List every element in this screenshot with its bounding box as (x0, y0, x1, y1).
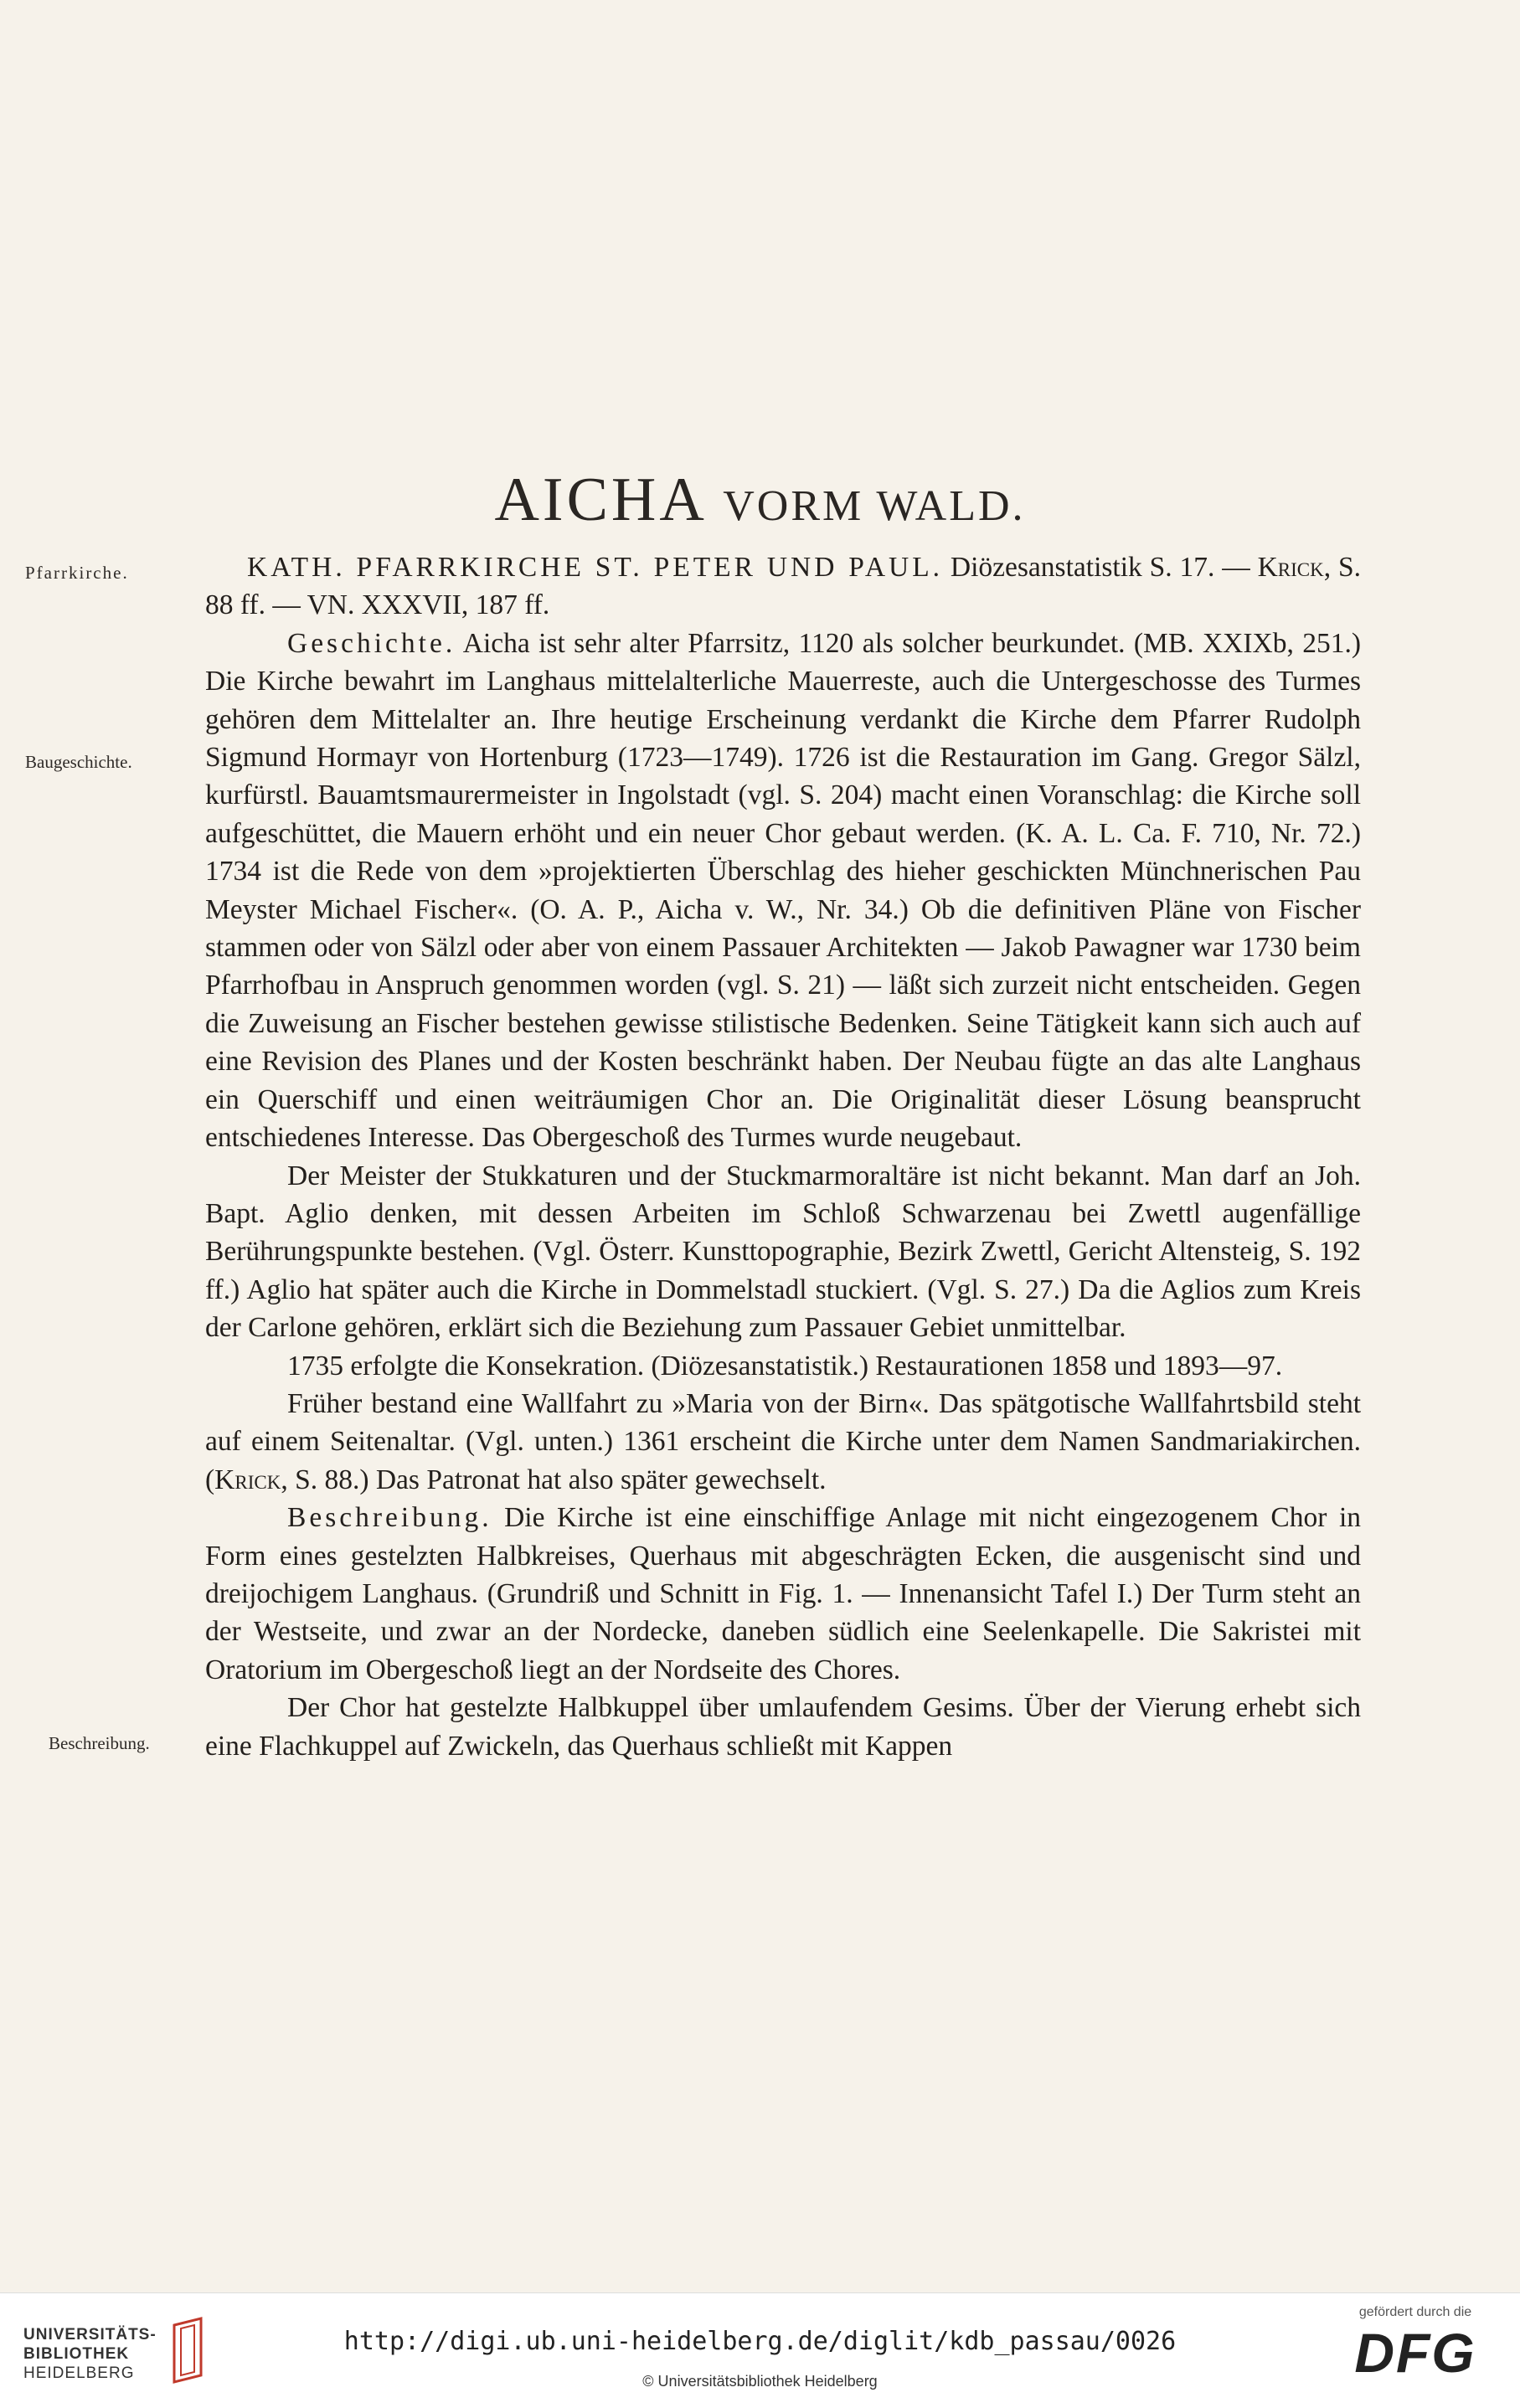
library-name-line: BIBLIOTHEK (23, 2345, 130, 2363)
paragraph-wallfahrt (205, 1385, 1361, 1499)
paragraph-header (205, 548, 1361, 625)
margin-note-baugeschichte: Baugeschichte. (25, 752, 132, 772)
text-run: , S. 88 ff. — VN. XXXVII, 187 ff. (205, 552, 1361, 621)
author-name: Krick (214, 1464, 281, 1495)
dfg-logo (1336, 2305, 1495, 2385)
funded-by-label: gefördert durch die (1358, 2305, 1472, 2319)
church-heading: KATH. PFARRKIRCHE ST. PETER UND PAUL. (247, 552, 944, 583)
dfg-wordmark: DFG (1354, 2322, 1476, 2384)
copyright-notice: © Universitätsbibliothek Heidelberg (642, 2373, 878, 2390)
text-run: Die Kirche ist eine einschiffige Anlage mit nicht eingezogenem Chor in Form eines gestelzten Halbkreises, Querhaus mit abgeschrägten Ecken, die ausgenischt sind und dreijochigem Langhaus. (Grundriß und Schnitt in Fig. 1. — Innenansicht Tafel I.) Der Turm steht an der Westseite, und zwar an der Nordecke, daneben südlich eine Seelenkapelle. Die Sakristei mit Oratorium im Obergeschoß liegt an der Nordseite des Chores. (205, 1502, 1361, 1685)
author-name: Krick (1257, 552, 1324, 583)
text-run: , S. 88.) Das Patronat hat also später gewechselt. (281, 1464, 827, 1495)
library-name-line: HEIDELBERG (23, 2364, 135, 2382)
footer-bar (0, 2292, 1520, 2408)
paragraph-beschreibung (205, 1499, 1361, 1689)
text-run: Diözesanstatistik S. 17. — (943, 552, 1258, 583)
permalink-url[interactable]: http://digi.ub.uni-heidelberg.de/diglit/kdb_passau/0026 (343, 2327, 1177, 2356)
section-lead: Geschichte. (287, 627, 456, 659)
section-lead: Beschreibung. (287, 1502, 492, 1534)
paragraph-chor: Der Chor hat gestelzte Halbkuppel über umlaufendem Gesims. Über der Vierung erhebt sich eine Flachkuppel auf Zwickeln, das Querhaus schließt mit Kappen (205, 1692, 1361, 1762)
paragraph-geschichte (205, 625, 1361, 1157)
paragraph-stukkaturen: Der Meister der Stukkaturen und der Stuckmarmoraltäre ist nicht bekannt. Man darf an Joh. Bapt. Aglio denken, mit dessen Arbeiten im Schloß Schwarzenau bei Zwettl augenfällige Berührungspunkte bestehen. (Vgl. Österr. Kunsttopographie, Bezirk Zwettl, Gericht Altensteig, S. 192 ff.) Aglio hat später auch die Kirche in Dommelstadl stuckiert. (Vgl. S. 27.) Da die Aglios zum Kreis der Carlone gehören, erklärt sich die Beziehung zum Passauer Gebiet unmittelbar. (205, 1160, 1361, 1344)
title-sub: VORM WALD. (723, 482, 1026, 530)
text-run: Früher bestand eine Wallfahrt zu »Maria von der Birn«. Das spätgotische Wallfahrtsbild steht auf einem Seitenaltar. (Vgl. unten.) 1361 erscheint die Kirche unter dem Namen Sandmariakirchen. ( (205, 1387, 1361, 1495)
body-text (205, 548, 1361, 1765)
margin-note-beschreibung: Beschreibung. (49, 1733, 150, 1753)
text-run: Aicha ist sehr alter Pfarrsitz, 1120 als solcher beurkundet. (MB. XXIXb, 251.) Die Kirche bewahrt im Langhaus mittelalterliche Mauerreste, auch die Untergeschosse des Turmes gehören dem Mittelalter an. Ihre heutige Erscheinung verdankt die Kirche dem Pfarrer Rudolph Sigmund Hormayr von Hortenburg (1723—1749). 1726 ist die Restauration im Gang. Gregor Sälzl, kurfürstl. Bauamtsmaurermeister in Ingolstadt (vgl. S. 204) macht einen Voranschlag: die Kirche soll aufgeschüttet, die Mauern erhöht und ein neuer Chor gebaut werden. (K. A. L. Ca. F. 710, Nr. 72.) 1734 ist die Rede von dem »projektierten Überschlag des hieher geschickten Münchnerischen Pau Meyster Michael Fischer«. (O. A. P., Aicha v. W., Nr. 34.) Ob die definitiven Pläne von Fischer stammen oder von Sälzl oder aber von einem Passauer Architekten — Jakob Pawagner war 1730 beim Pfarrhofbau in Anspruch genommen worden (vgl. S. 21) — läßt sich zurzeit nicht entscheiden. Gegen die Zuweisung an Fischer bestehen gewisse stilistische Bedenken. Seine Tätigkeit kann sich auch auf eine Revision des Planes und der Kosten beschränkt haben. Der Neubau fügte an das alte Langhaus ein Querschiff und einen weiträumigen Chor an. Die Originalität dieser Lösung beansprucht entschiedenes Interesse. Das Obergeschoß des Turmes wurde neugebaut. (205, 627, 1361, 1154)
paragraph-konsekration: 1735 erfolgte die Konsekration. (Diözesanstatistik.) Restaurationen 1858 und 1893—97. (287, 1350, 1283, 1382)
page-title (0, 465, 1520, 536)
library-name-line: UNIVERSITÄTS- (23, 2326, 157, 2344)
title-main: AICHA (494, 466, 704, 534)
margin-note-pfarrkirche: Pfarrkirche. (25, 563, 129, 583)
